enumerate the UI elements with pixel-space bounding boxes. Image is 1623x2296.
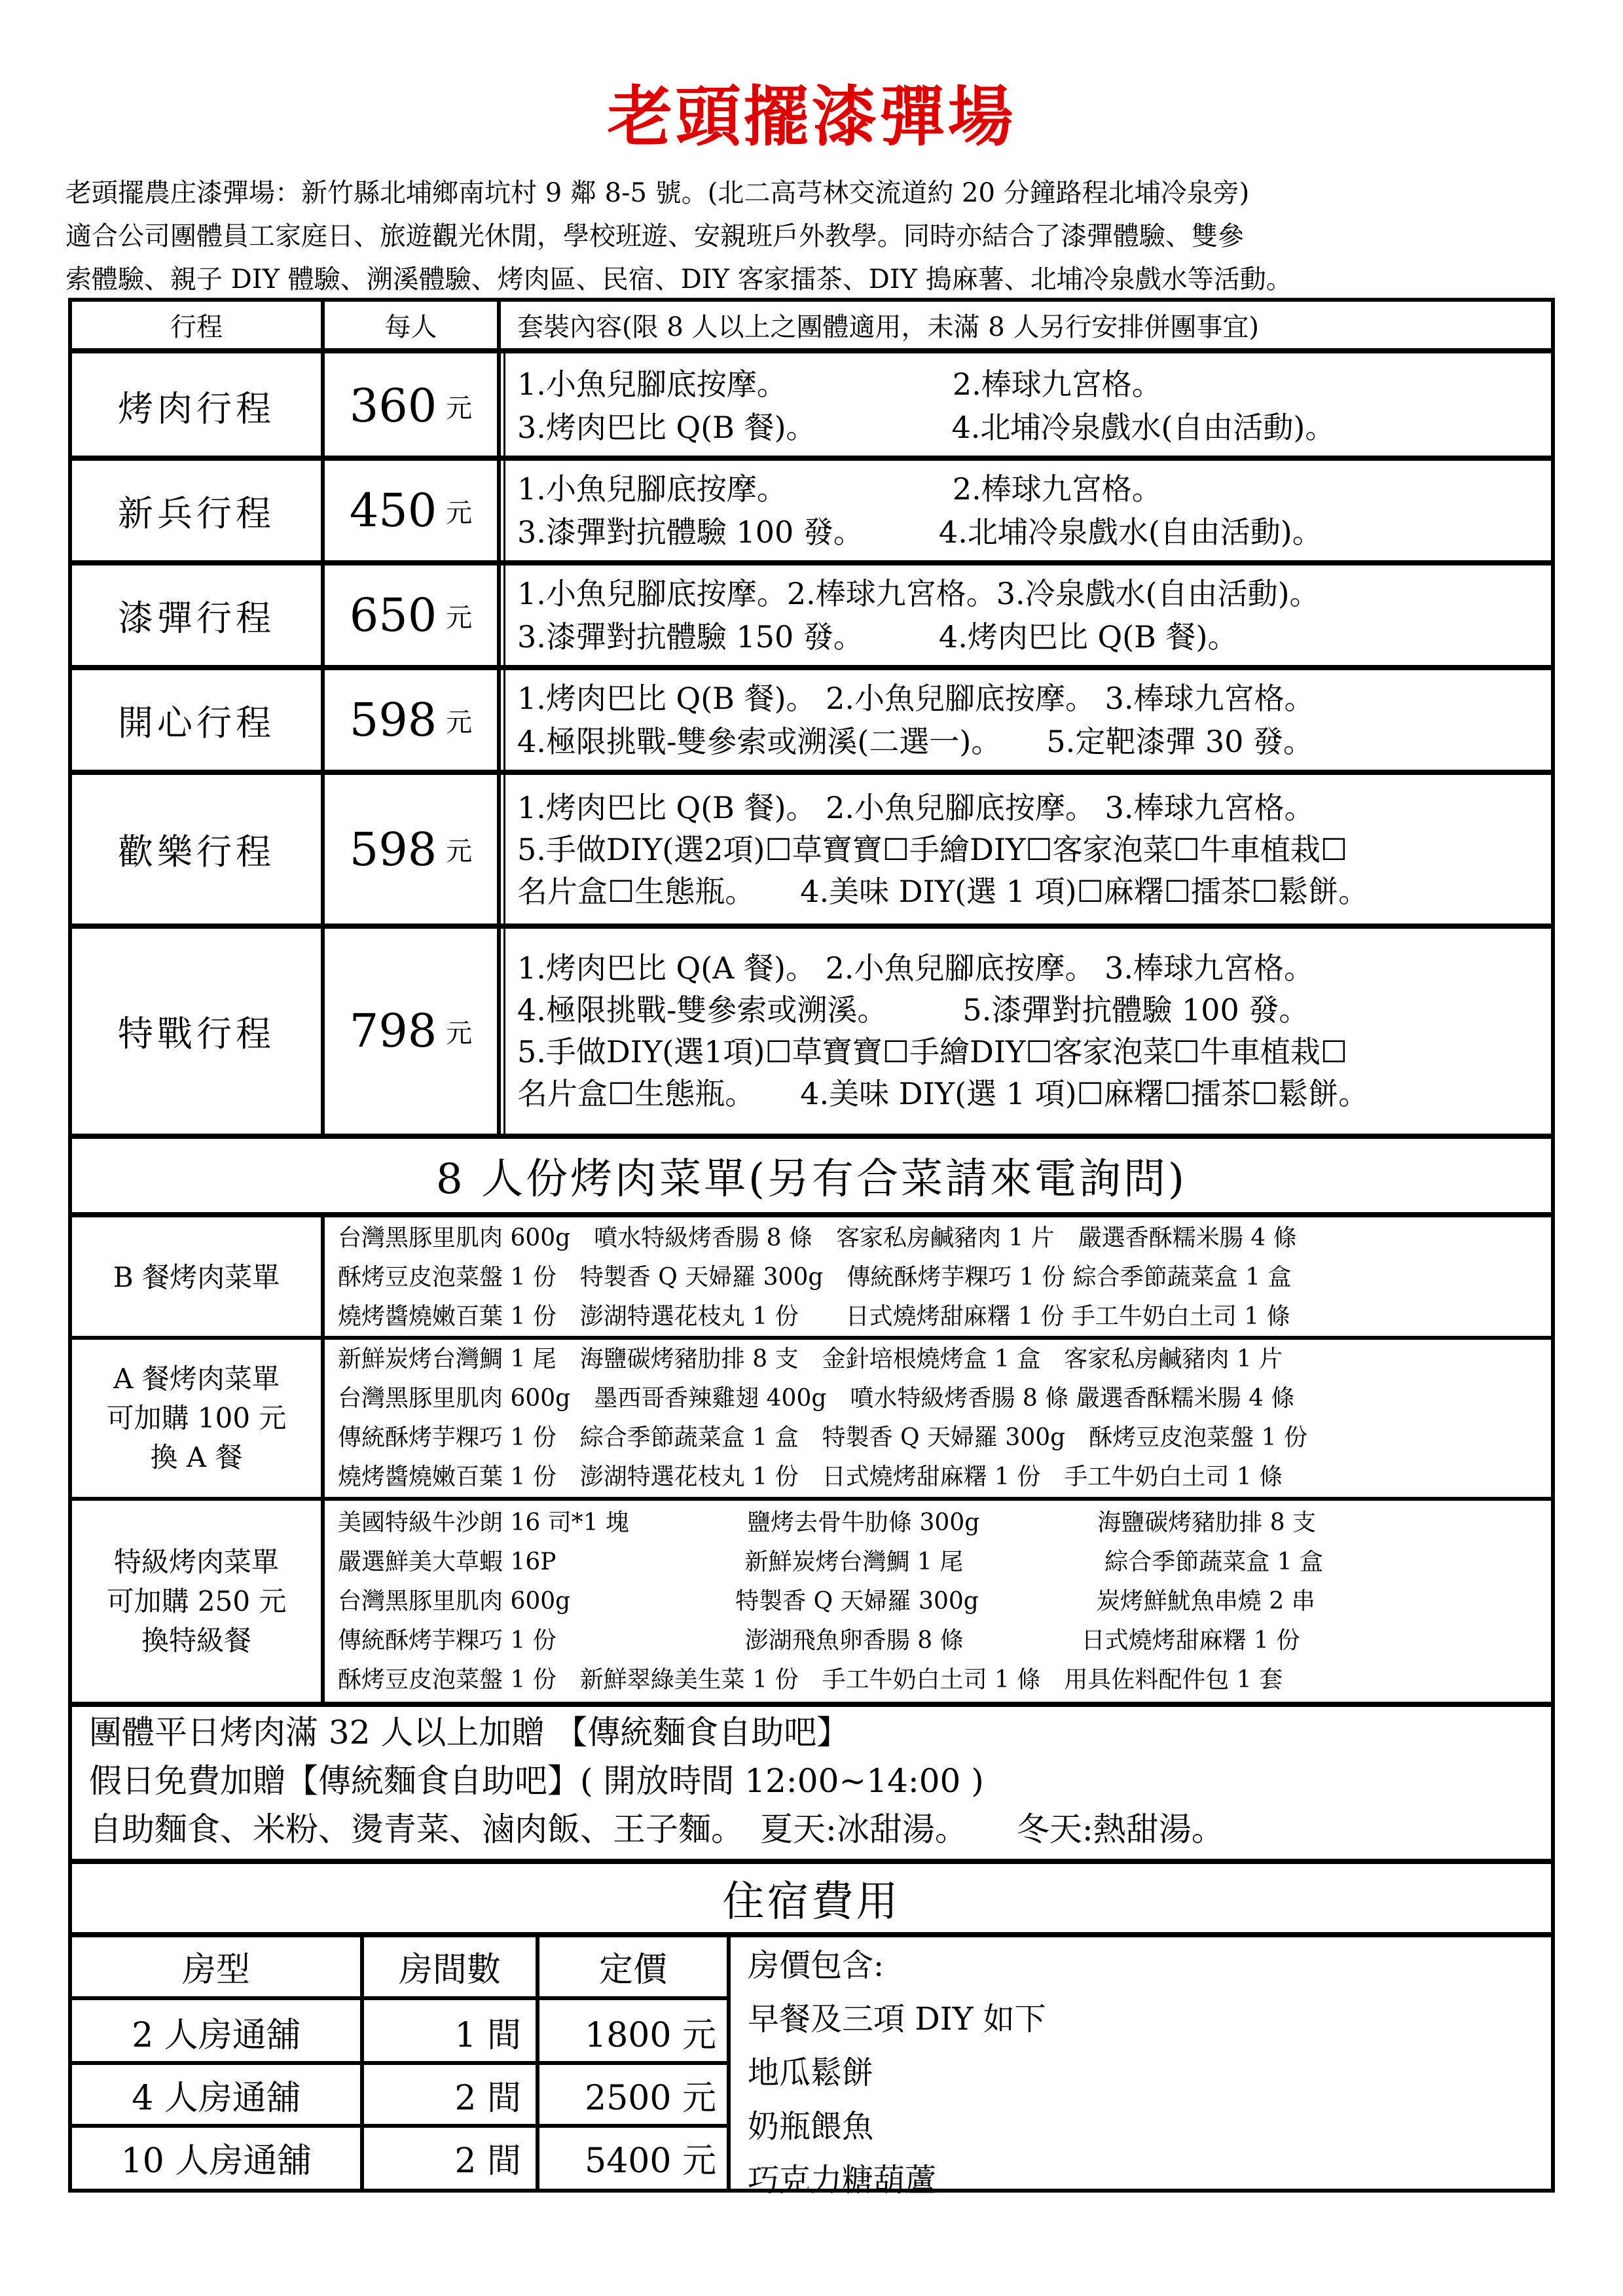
row-divider: [68, 665, 1555, 670]
package-price: [325, 353, 497, 458]
package-price-amount: 598: [349, 693, 437, 747]
package-content-line: 1.烤肉巴比 Q(A 餐)。 2.小魚兒腳底按摩。 3.棒球九宮格。: [517, 950, 1314, 986]
menu-label-line: 可加購 250 元: [106, 1585, 287, 1617]
package-price-amount: 360: [349, 379, 437, 433]
package-content: [517, 947, 1545, 1115]
package-price-unit: 元: [446, 707, 473, 738]
menu-item-line: 台灣黑豚里肌肉 600g 墨西哥香辣雞翅 400g 噴水特級烤香腸 8 條 嚴選香酥糯米腸 4 條: [338, 1385, 1295, 1412]
package-price: [325, 926, 497, 1136]
room-note-line: 地瓜鬆餅: [748, 2054, 874, 2091]
package-content-line: 1.小魚兒腳底按摩。 2.棒球九宮格。: [517, 471, 1162, 507]
package-content: [517, 572, 1545, 658]
menu-item-line: 酥烤豆皮泡菜盤 1 份 特製香 Q 天婦羅 300g 傳統酥烤芋粿巧 1 份 綜合季節蔬菜盒 1 盒: [338, 1264, 1292, 1291]
menu-items: [338, 1340, 1549, 1497]
package-name: 烤肉行程: [118, 387, 275, 429]
package-content-line: 1.小魚兒腳底按摩。 2.棒球九宮格。: [517, 367, 1162, 402]
intro-line: 適合公司團體員工家庭日、旅遊觀光休閒，學校班遊、安親班戶外教學。同時亦結合了漆彈體驗、雙參: [65, 221, 1244, 251]
room-count: 1 間: [454, 2015, 521, 2055]
package-price: [325, 668, 497, 772]
package-price: [325, 772, 497, 926]
room-price: 5400 元: [585, 2141, 716, 2181]
package-content-line: 1.小魚兒腳底按摩。2.棒球九宮格。3.冷泉戲水(自由活動)。: [517, 576, 1320, 611]
package-price-unit: 元: [446, 393, 473, 423]
room-count: 2 間: [454, 2078, 521, 2118]
menu-item-line: 新鮮炭烤台灣鯛 1 尾 海鹽碳烤豬肋排 8 支 金針培根燒烤盒 1 盒 客家私房鹹豬肉 1 片: [338, 1346, 1283, 1372]
row-divider: [68, 560, 1555, 565]
room-type: 2 人房通舖: [132, 2015, 301, 2055]
package-content: [517, 363, 1545, 449]
package-price-amount: 450: [349, 484, 437, 537]
row-divider: [68, 456, 1555, 461]
lodging-title: 住宿費用: [722, 1878, 901, 1926]
rooms-header-type: 房型: [181, 1950, 250, 1990]
header-package-content: 套裝內容(限 8 人以上之團體適用，未滿 8 人另行安排併團事宜): [517, 312, 1259, 342]
menu-label-line: 可加購 100 元: [106, 1402, 287, 1434]
package-content-line: 名片盒☐生態瓶。 4.美味 DIY(選 1 項)☐麻糬☐擂茶☐鬆餅。: [517, 873, 1369, 909]
package-content: [517, 787, 1545, 912]
page-title: 老頭擺漆彈場: [607, 78, 1016, 155]
package-price: [325, 563, 497, 668]
package-content: [517, 677, 1545, 763]
row-divider: [68, 770, 1555, 775]
package-name: 開心行程: [118, 702, 275, 744]
room-price: 1800 元: [585, 2015, 716, 2055]
package-price-unit: 元: [446, 1018, 473, 1049]
room-note-line: 早餐及三項 DIY 如下: [748, 2001, 1046, 2037]
menu-divider: [68, 1336, 1555, 1340]
group-bonus-line: 自助麵食、米粉、燙青菜、滷肉飯、王子麵。 夏天:冰甜湯。 冬天:熱甜湯。: [89, 1810, 1224, 1848]
menu-item-line: 嚴選鮮美大草蝦 16P 新鮮炭烤台灣鯛 1 尾 綜合季節蔬菜盒 1 盒: [338, 1549, 1324, 1575]
intro-text: [65, 171, 1571, 301]
menu-item-line: 酥烤豆皮泡菜盤 1 份 新鮮翠綠美生菜 1 份 手工牛奶白土司 1 條 用具佐料配件包 1 套: [338, 1666, 1283, 1693]
package-price-unit: 元: [446, 497, 473, 528]
room-note-line: 房價包含:: [748, 1947, 884, 1984]
group-bonus: [89, 1708, 1542, 1854]
room-type: 10 人房通舖: [120, 2141, 312, 2181]
menu-label-line: B 餐烤肉菜單: [113, 1261, 280, 1293]
group-bonus-line: 團體平日烤肉滿 32 人以上加贈 【傳統麵食自助吧】: [89, 1713, 850, 1751]
menu-items: [338, 1503, 1549, 1700]
package-content-line: 4.極限挑戰-雙參索或溯溪。 5.漆彈對抗體驗 100 發。: [517, 992, 1309, 1028]
menu-item-line: 燒烤醬燒嫩百葉 1 份 澎湖特選花枝丸 1 份 日式燒烤甜麻糬 1 份 手工牛奶白土司 1 條: [338, 1303, 1290, 1330]
package-price-amount: 650: [349, 588, 437, 642]
menu-item-line: 台灣黑豚里肌肉 600g 噴水特級烤香腸 8 條 客家私房鹹豬肉 1 片 嚴選香酥糯米腸 4 條: [338, 1225, 1297, 1251]
menu-label-line: 特級烤肉菜單: [113, 1546, 279, 1578]
package-content-line: 名片盒☐生態瓶。 4.美味 DIY(選 1 項)☐麻糬☐擂茶☐鬆餅。: [517, 1076, 1369, 1111]
package-content-line: 5.手做DIY(選2項)☐草寶寶☐手繪DIY☐客家泡菜☐牛車植栽☐: [517, 831, 1348, 867]
menu-label-line: 換特級餐: [141, 1624, 251, 1657]
menu-label: [72, 1338, 321, 1499]
package-content-line: 5.手做DIY(選1項)☐草寶寶☐手繪DIY☐客家泡菜☐牛車植栽☐: [517, 1034, 1348, 1069]
room-includes-notes: [748, 1939, 1533, 2207]
package-price-amount: 798: [349, 1004, 437, 1058]
menu-label: [72, 1499, 321, 1704]
package-content-line: 4.極限挑戰-雙參索或溯溪(二選一)。 5.定靶漆彈 30 發。: [517, 724, 1313, 759]
package-name: 漆彈行程: [118, 597, 275, 639]
menu-label-line: 換 A 餐: [150, 1441, 243, 1473]
menu-item-line: 傳統酥烤芋粿巧 1 份 澎湖飛魚卵香腸 8 條 日式燒烤甜麻糬 1 份: [338, 1627, 1300, 1654]
header-itinerary: 行程: [170, 312, 223, 342]
row-divider: [68, 924, 1555, 929]
menu-item-line: 台灣黑豚里肌肉 600g 特製香 Q 天婦羅 300g 炭烤鮮魷魚串燒 2 串: [338, 1588, 1315, 1615]
menu-label-line: A 餐烤肉菜單: [113, 1363, 280, 1395]
package-price: [325, 458, 497, 563]
package-price-unit: 元: [446, 602, 473, 633]
menu-item-line: 燒烤醬燒嫩百葉 1 份 澎湖特選花枝丸 1 份 日式燒烤甜麻糬 1 份 手工牛奶白土司 1 條: [338, 1463, 1283, 1490]
package-content: [517, 467, 1545, 554]
room-count: 2 間: [454, 2141, 521, 2181]
package-name: 新兵行程: [118, 492, 275, 534]
room-price: 2500 元: [585, 2078, 716, 2118]
package-content-line: 3.烤肉巴比 Q(B 餐)。 4.北埔冷泉戲水(自由活動)。: [517, 410, 1336, 445]
package-content-line: 3.漆彈對抗體驗 100 發。 4.北埔冷泉戲水(自由活動)。: [517, 514, 1322, 550]
package-price-unit: 元: [446, 836, 473, 867]
header-per-person: 每人: [384, 312, 437, 342]
package-name: 特戰行程: [118, 1013, 275, 1054]
intro-line: 老頭擺農庄漆彈場：新竹縣北埔鄉南坑村 9 鄰 8-5 號。(北二高芎林交流道約 20 分鐘路程北埔冷泉旁): [65, 178, 1250, 208]
group-bonus-line: 假日免費加贈【傳統麵食自助吧】( 開放時間 12:00~14:00 ): [89, 1762, 984, 1800]
rooms-header-count: 房間數: [398, 1950, 501, 1990]
package-content-line: 1.烤肉巴比 Q(B 餐)。 2.小魚兒腳底按摩。 3.棒球九宮格。: [517, 789, 1315, 825]
menu-item-line: 美國特級牛沙朗 16 司*1 塊 鹽烤去骨牛肋條 300g 海鹽碳烤豬肋排 8 支: [338, 1509, 1317, 1536]
room-note-line: 巧克力糖葫蘆: [748, 2162, 937, 2198]
package-price-amount: 598: [349, 822, 437, 876]
room-note-line: 奶瓶餵魚: [748, 2108, 874, 2145]
menu-items: [338, 1219, 1549, 1336]
package-content-line: 1.烤肉巴比 Q(B 餐)。 2.小魚兒腳底按摩。 3.棒球九宮格。: [517, 681, 1315, 716]
bbq-menu-title: 8 人份烤肉菜單(另有合菜請來電詢問): [436, 1155, 1187, 1204]
rooms-header-price: 定價: [598, 1950, 667, 1990]
room-type: 4 人房通舖: [132, 2078, 301, 2118]
package-name: 歡樂行程: [118, 831, 275, 872]
menu-item-line: 傳統酥烤芋粿巧 1 份 綜合季節蔬菜盒 1 盒 特製香 Q 天婦羅 300g 酥烤豆皮泡菜盤 1 份: [338, 1424, 1307, 1451]
menu-label: [72, 1217, 321, 1338]
menu-divider: [68, 1497, 1555, 1501]
intro-line: 索體驗、親子 DIY 體驗、溯溪體驗、烤肉區、民宿、DIY 客家擂茶、DIY 搗麻薯、北埔冷泉戲水等活動。: [65, 264, 1292, 295]
package-content-line: 3.漆彈對抗體驗 150 發。 4.烤肉巴比 Q(B 餐)。: [517, 619, 1238, 655]
